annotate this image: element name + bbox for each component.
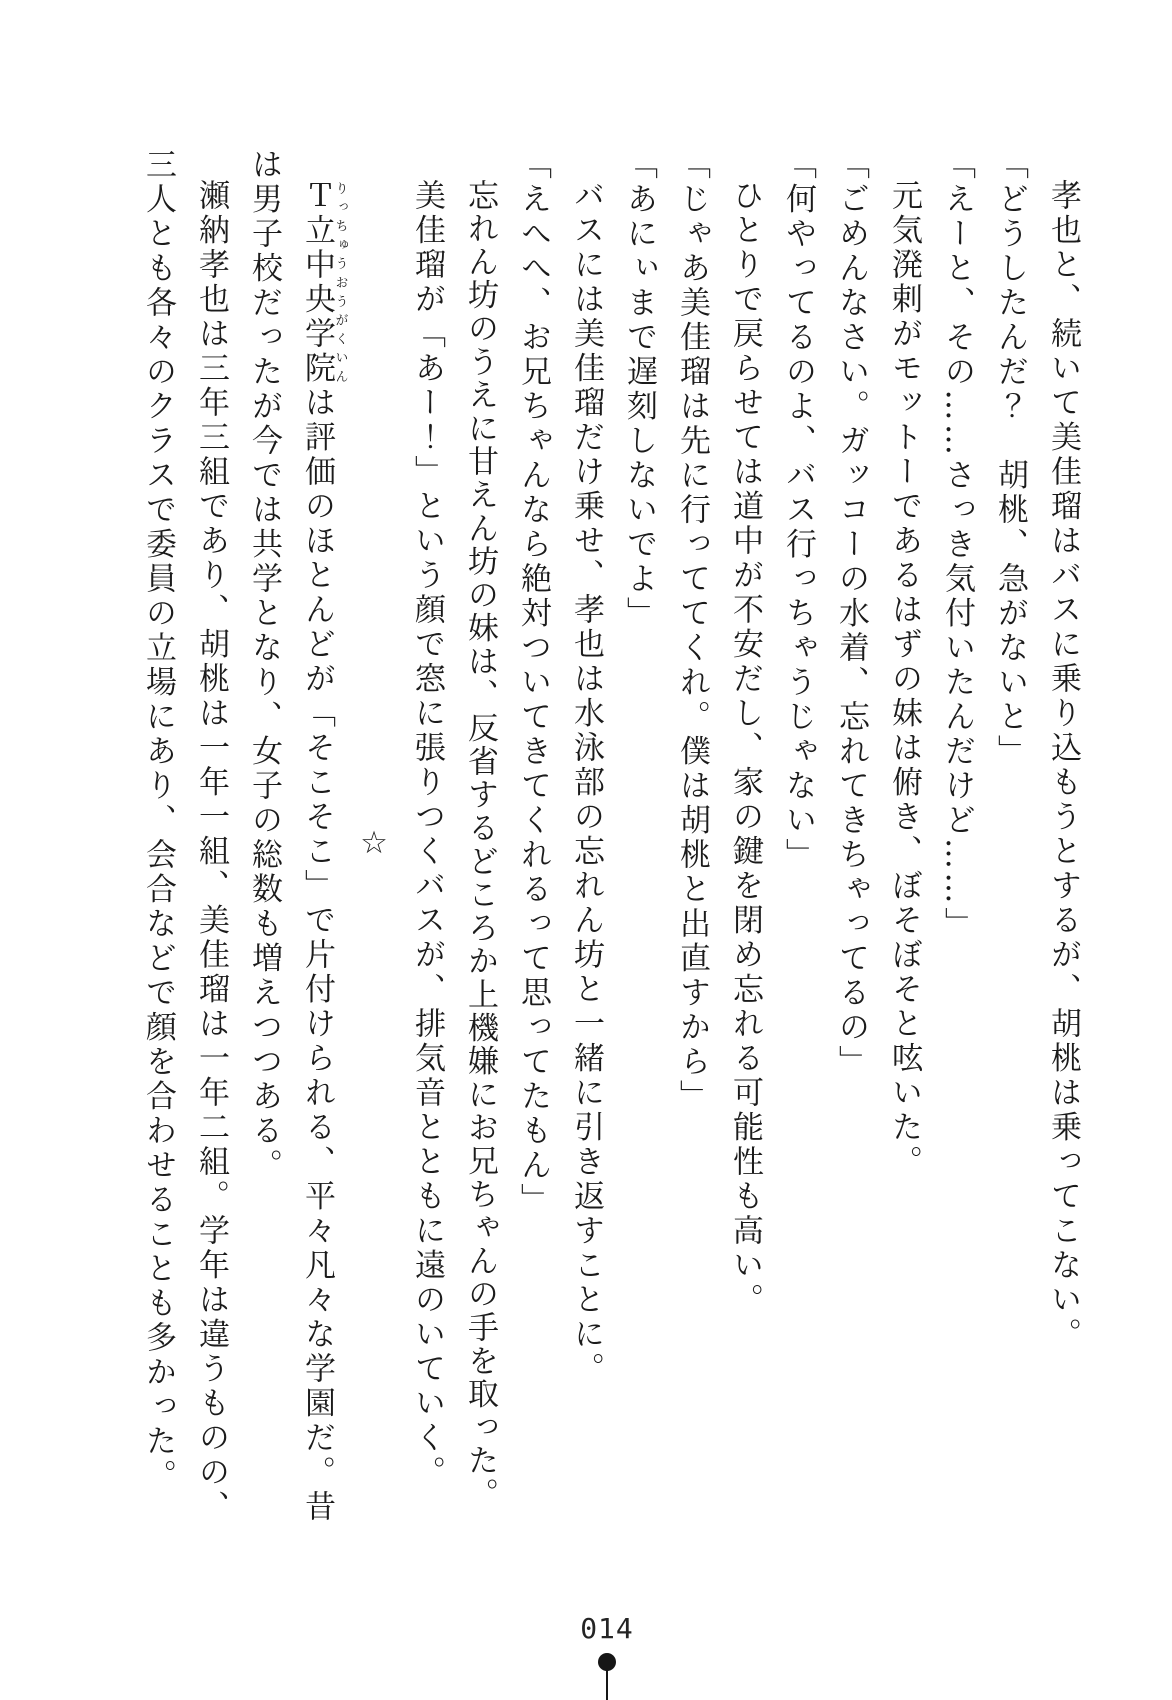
paragraph-narrative: 美佳瑠が「あー！」という顔で窓に張りつくバスが、排気音とともに遠のいていく。 [409,179,445,1490]
paragraph-narrative: バスには美佳瑠だけ乗せ、孝也は水泳部の忘れん坊と一緒に引き返すことに。 [568,179,604,1387]
paragraph-ruby-continuation: は評価のほとんどが「そこそこ」で片付けられる、平々凡々な学園だ。昔は男子校だったが今では共学となり、女子の総数も増えつつある。 [246,148,335,1525]
school-name-furigana: りっちゅうおうがくいん [332,179,348,386]
paragraph-narrative: 忘れん坊のうえに甘えん坊の妹は、反省するどころか上機嫌にお兄ちゃんの手を取った。 [462,179,498,1511]
paragraph-dialogue: 「えーと、その……さっき気付いたんだけど……」 [939,148,975,942]
school-name-base: Ｔ立中央学院 [299,179,335,386]
paragraph-dialogue: 「ごめんなさい。ガッコーの水着、忘れてきちゃってるの」 [833,148,869,1080]
paragraph-narrative: 瀬納孝也は三年三組であり、胡桃は一年一組、美佳瑠は一年二組。学年は違うものの、三人とも各々のクラスで委員の立場にあり、会合などで顔を合わせることも多かった。 [140,148,229,1525]
paragraph-narrative: 孝也と、続いて美佳瑠はバスに乗り込もうとするが、胡桃は乗ってこない。 [1045,179,1081,1352]
paragraph-dialogue: 「どうしたんだ？ 胡桃、急がないと」 [992,148,1028,769]
paragraph-dialogue: 「あにぃまで遅刻しないでよ」 [621,148,657,631]
binding-line-icon [606,1669,608,1700]
paragraph-narrative: ひとりで戻らせては道中が不安だし、家の鍵を閉め忘れる可能性も高い。 [727,179,763,1318]
novel-text-block [131,148,1089,1538]
section-divider-star: ☆ [356,825,392,861]
page-number: 014 [580,1612,634,1645]
paragraph-narrative: 元気溌剌がモットーであるはずの妹は俯き、ぼそぼそと呟いた。 [886,179,922,1180]
paragraph-dialogue: 「何やってるのよ、バス行っちゃうじゃない」 [780,148,816,873]
paragraph-dialogue: 「じゃあ美佳瑠は先に行っててくれ。僕は胡桃と出直すから」 [674,148,710,1114]
paragraph-dialogue: 「えへへ、お兄ちゃんなら絶対ついてきてくれるって思ってたもん」 [515,148,551,1218]
paragraph-narrative-with-ruby [237,148,347,1538]
school-name-ruby [299,179,348,386]
